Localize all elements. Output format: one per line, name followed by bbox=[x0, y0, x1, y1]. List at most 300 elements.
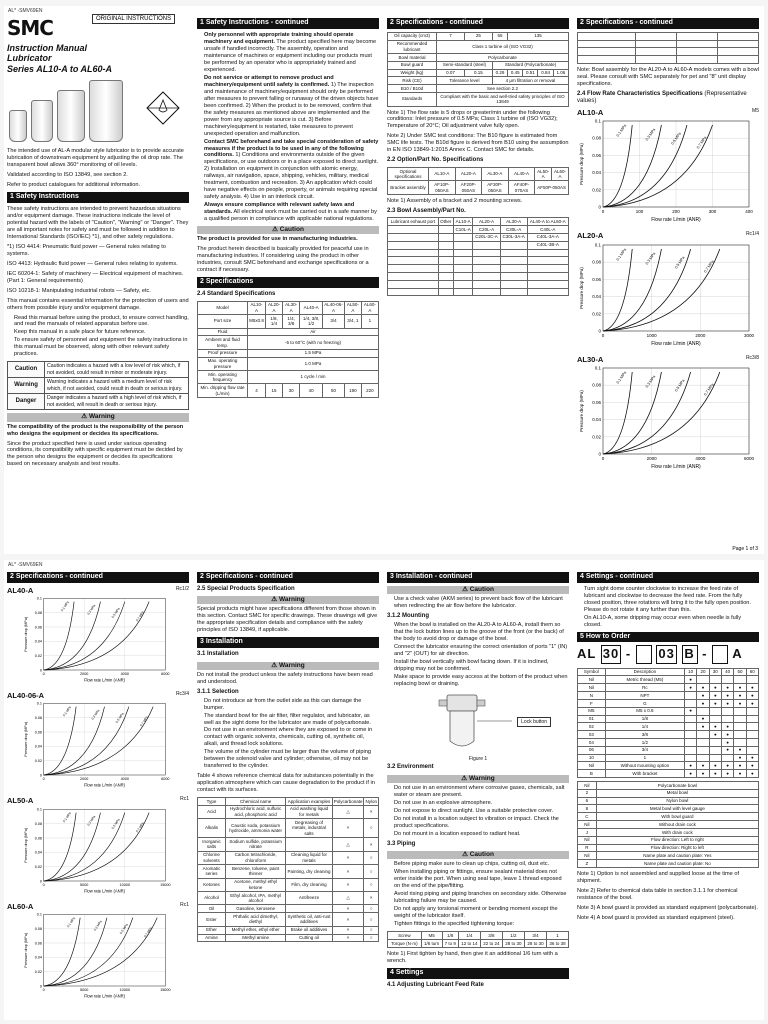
table-row: Nil Without mounting option ● ● ● ● ● ● bbox=[578, 762, 759, 770]
iso-ref-4: ISO 10218-1: Manipulating industrial robots — Safety, etc. bbox=[7, 287, 151, 294]
order-note-1: Note 1) Option is not assembled and supplied loose at the time of shipment. bbox=[577, 870, 740, 884]
smc-logo: SMC bbox=[7, 16, 53, 40]
order-note-3: Note 3) A bowl guard is provided as standard equipment (polycarbonate). bbox=[577, 904, 758, 911]
y-tick-label: 0.02 bbox=[34, 759, 42, 764]
curve-label: 0.1 MPa bbox=[66, 916, 77, 929]
hazard-label: Danger bbox=[8, 394, 45, 409]
option-note: Note 1) Assembly of a bracket and 2 mounting screws. bbox=[387, 197, 523, 204]
curve-label: 0.1 MPa bbox=[615, 124, 628, 138]
y-axis-label: Pressure drop (MPa) bbox=[23, 827, 28, 863]
table-row: M5 M5 x 0.8 ● bbox=[578, 707, 759, 715]
table-row: Inorganic salts Sodium sulfide, potassium nitrate △ × bbox=[198, 838, 379, 851]
standard-spec-table bbox=[197, 301, 379, 398]
table-row: 04 1/2 ● bbox=[578, 738, 759, 746]
section-2-2-title: 2.2 Option/Part No. Specifications bbox=[387, 157, 484, 164]
curve-label: 0.1 MPa bbox=[61, 811, 73, 824]
y-tick-label: 0 bbox=[39, 984, 42, 989]
list-item: • Read this manual before using the product, to ensure correct handling, and read the manuals of related apparatus before use. bbox=[14, 315, 189, 329]
section-4c-title: 4 Settings - continued bbox=[577, 572, 759, 583]
y-tick-label: 0.02 bbox=[34, 654, 42, 659]
x-tick-label: 0 bbox=[601, 456, 605, 462]
table-row bbox=[388, 272, 569, 280]
y-tick-label: 0 bbox=[598, 328, 601, 334]
pressure-curve bbox=[44, 918, 133, 986]
chart-title: AL60-A bbox=[7, 901, 34, 911]
table-row: 8 Metal bowl with level gauge bbox=[578, 805, 759, 813]
chart-al20 bbox=[577, 231, 759, 351]
curve-label: 0.7 MPa bbox=[134, 610, 146, 623]
lubricator-symbol-icon bbox=[145, 90, 181, 126]
table-row: C With bowl guard bbox=[578, 813, 759, 821]
pressure-curve bbox=[603, 125, 661, 207]
safety-intro: These safety instructions are intended to prevent hazardous situations and/or equipment damage. These instructions indicate the level of potential hazard with the labels of "Caution", "Warning" or "Danger". They are all important notes for safety and must be followed in addition to International Standards (ISO/IEC) *1), and other safety regulations. bbox=[7, 205, 189, 240]
iso-ref-2: ISO 4413: Hydraulic fluid power — General rules relating to systems. bbox=[7, 260, 178, 267]
table-row: Standards Compliant with the basic and well-tried safety principles of ISO 13849 bbox=[388, 93, 569, 106]
chart-port: Rc1/4 bbox=[745, 231, 759, 238]
y-tick-label: 0.06 bbox=[34, 625, 42, 630]
chart-port: Rc1/2 bbox=[175, 585, 189, 592]
curve-label: 0.5 MPa bbox=[674, 255, 686, 270]
table-row: Oil capacity (cm3) 7 25 55 135 bbox=[388, 32, 569, 40]
pressure-curve bbox=[44, 707, 76, 775]
x-tick-label: 0 bbox=[42, 672, 45, 677]
pressure-curve bbox=[603, 372, 661, 454]
table-row: 01 1/8 ● bbox=[578, 715, 759, 723]
page-number: Page 1 of 3 bbox=[732, 546, 758, 552]
title-line-3: Series AL10-A to AL60-A bbox=[7, 63, 113, 74]
curve-label: 0.3 MPa bbox=[644, 374, 657, 389]
y-tick-label: 0.08 bbox=[592, 259, 601, 265]
hazard-text: Warning indicates a hazard with a medium level of risk which, if not avoided, could result in death or serious injury. bbox=[47, 379, 183, 392]
pressure-curve bbox=[44, 707, 153, 775]
x-tick-label: 400 bbox=[745, 209, 753, 215]
iso-ref-1: *1) ISO 4414: Pneumatic fluid power — General rules relating to systems. bbox=[7, 243, 166, 257]
list-item: • Do not introduce air from the outlet side as this can damage the bumper. bbox=[204, 698, 379, 712]
x-tick-label: 3000 bbox=[743, 332, 755, 338]
hazard-text: Danger indicates a hazard with a high level of risk which, if not avoided, will result in death or serious injury. bbox=[47, 395, 182, 408]
table-row: N NPT ● ● ● ● ● bbox=[578, 692, 759, 700]
list-item: • Do not install in a location subject to vibration or impact. Check the product specifications. bbox=[394, 816, 569, 830]
curve-label: 0.7 MPa bbox=[143, 926, 154, 939]
list-item: • Contact SMC beforehand and take special consideration of safety measures if the product is to be used in any of the following conditions. 1) Conditions and environments outside of the given specifications, or use outdoors or in a place exposed to direct sunlight. 2) Installation on equipment in conjunction with atomic energy, railways, air navigation, space, shipping, vehicles, military, medical treatment, combustion and recreation. 3) An application which could have negative effects on people, property, or animals requiring special safety analysis. 4) Use in an interlock circuit. bbox=[204, 139, 379, 202]
plot-frame bbox=[44, 915, 166, 987]
table-row: 02 1/4 ● ● ● bbox=[578, 723, 759, 731]
page2-column-2 bbox=[197, 570, 379, 1014]
x-tick-label: 10000 bbox=[119, 988, 130, 993]
table-row: Nil Flow direction: Left to right bbox=[578, 836, 759, 844]
table-row: Bowl material Polycarbonate bbox=[388, 54, 569, 62]
intro-text: The intended use of AL-A modular style lubricator is to provide accurate lubrication of downstream equipment by adjusting the oil drop rate. The transparent bowl allows 360° monitoring of oil levels. bbox=[7, 148, 184, 168]
table-row bbox=[578, 56, 759, 64]
environment-list bbox=[387, 785, 569, 838]
chart-port: Rc1 bbox=[180, 901, 189, 908]
figure-1 bbox=[387, 691, 569, 761]
section-3-1-1-title: 3.1.1 Selection bbox=[197, 688, 239, 695]
table-row: Max. operating pressure 1.0 MPa bbox=[198, 357, 379, 370]
chart-title: AL50-A bbox=[7, 796, 34, 806]
y-tick-label: 0.04 bbox=[34, 850, 42, 855]
y-tick-label: 0.02 bbox=[34, 864, 42, 869]
page1-column-4 bbox=[577, 16, 759, 548]
x-axis-label: Flow rate L/min (ANR) bbox=[83, 888, 126, 894]
hazard-danger bbox=[7, 394, 189, 410]
list-item: • Install the bowl vertically with bowl facing down. If it is inclined, dripping may not be confirmed. bbox=[394, 659, 569, 673]
curve-label: 0.7 MPa bbox=[703, 382, 715, 397]
x-tick-label: 15000 bbox=[160, 882, 171, 887]
list-item: • Do not use in an explosive atmosphere. bbox=[394, 800, 569, 807]
x-tick-label: 5000 bbox=[80, 882, 89, 887]
table-row: C20L-3C-A C30L-3A-A C40L-3A-A bbox=[388, 233, 569, 241]
chart-title: AL10-A bbox=[577, 107, 604, 117]
y-axis-label: Pressure drop (MPa) bbox=[23, 616, 28, 652]
x-axis-label: Flow rate L/min (ANR) bbox=[83, 783, 126, 789]
install-warning: Do not install the product unless the safety instructions have been read and understood. bbox=[197, 671, 373, 685]
table-header: Lubricant exhaust port Other AL10-A AL20-A AL30-A AL40-A to AL60-A bbox=[388, 218, 569, 226]
table-row: Nil Metric thread (M5) ● bbox=[578, 676, 759, 684]
table-row: Ambient and fluid temp. -5 to 60°C (with no freezing) bbox=[198, 336, 379, 349]
section-5-title: 5 How to Order bbox=[577, 632, 759, 643]
table-row: 10 1 ● ● bbox=[578, 754, 759, 762]
section-3-1-title: 3.1 Installation bbox=[197, 651, 239, 658]
table-row: Port size M5x0.8 1/8, 1/4 1/4, 3/8 1/4, 3/8, 1/2 3/4 3/4, 1 1 bbox=[198, 315, 379, 328]
list-item: • On AL10-A, some dripping may occur even when needle is fully closed. bbox=[584, 615, 759, 629]
curve-label: 0.5 MPa bbox=[110, 607, 121, 620]
order-code-mount: B bbox=[682, 645, 698, 663]
y-tick-label: 0 bbox=[598, 204, 601, 210]
chart-port: Rc3/4 bbox=[175, 691, 189, 698]
table-header: Symbol Description 10 20 30 40 50 60 bbox=[578, 668, 759, 676]
hazard-text: Caution indicates a hazard with a low level of risk which, if not avoided, could result in minor or moderate injury. bbox=[47, 363, 181, 376]
section-2-title: 2 Specifications bbox=[197, 277, 379, 288]
table-row: Aromatic series Benzene, toluene, paint thinner Painting, dry cleaning × ○ bbox=[198, 865, 379, 878]
x-tick-label: 10000 bbox=[119, 882, 130, 887]
y-tick-label: 0 bbox=[39, 773, 42, 778]
curve-label: 0.1 MPa bbox=[615, 247, 628, 262]
chart-title: AL20-A bbox=[577, 231, 604, 241]
table-row: Acid Hydrochloric acid, sulfuric acid, phosphoric acid Acid washing liquid for metals △ × bbox=[198, 805, 379, 818]
product-illustration bbox=[7, 78, 189, 142]
table-row: C40L-3B-A bbox=[388, 241, 569, 249]
y-tick-label: 0.08 bbox=[34, 927, 42, 932]
x-tick-label: 2000 bbox=[646, 456, 657, 462]
chart-al10 bbox=[577, 108, 759, 228]
list-item: • Always ensure compliance with relevant safety laws and standards. All electrical work must be carried out in a safe manner by a qualified person in compliance with applicable national regulations. bbox=[204, 202, 379, 223]
pressure-curve bbox=[603, 249, 720, 331]
list-item: • The volume of the cylinder must be larger than the volume of piping between the solenoid valve and cylinder; otherwise, oil may not be transferred to the cylinder. bbox=[204, 749, 379, 770]
x-tick-label: 2000 bbox=[80, 672, 89, 677]
x-tick-label: 4000 bbox=[695, 456, 706, 462]
page1-column-3 bbox=[387, 16, 569, 548]
list-item: • The standard bowl for the air filter, filter regulator, and lubricator, as well as the sight dome for the lubricator are made of polycarbonate. Do not use in an environment where they are exposed to or come in contact with organic solvents, chemicals, cutting oil, synthetic oil, alkali, and thread lock solutions. bbox=[204, 713, 379, 748]
original-instructions-label: ORIGINAL INSTRUCTIONS bbox=[92, 14, 175, 24]
x-axis-label: Flow rate L/min (ANR) bbox=[651, 217, 701, 224]
pressure-curve bbox=[44, 813, 76, 881]
x-tick-label: 15000 bbox=[160, 988, 171, 993]
list-item: • Do not expose to direct sunlight. Use a suitable protective cover. bbox=[394, 808, 569, 815]
y-tick-label: 0.06 bbox=[592, 399, 601, 405]
caution-text: The product herein described is basically provided for peaceful use in manufacturing industries. If considering using the product in other industries, consult SMC beforehand and exchange specifications or a contract if necessary. bbox=[197, 246, 369, 274]
y-tick-label: 0.1 bbox=[36, 702, 42, 707]
table-row bbox=[388, 257, 569, 265]
chart-al50 bbox=[7, 796, 189, 898]
pressure-curve bbox=[603, 125, 713, 207]
curve-label: 0.3 MPa bbox=[92, 919, 103, 932]
order-code-thread bbox=[636, 645, 652, 663]
table-row: Min. dripping flow rate (L/min) 4 15 30 40 50 190 220 bbox=[198, 384, 379, 397]
table-row: Risk (CE) Tolerance level 4 μm filtration or removal bbox=[388, 77, 569, 85]
y-tick-label: 0.04 bbox=[34, 639, 42, 644]
curve-label: 0.1 MPa bbox=[615, 370, 628, 385]
y-tick-label: 0.1 bbox=[36, 596, 42, 601]
y-axis-label: Pressure drop (MPa) bbox=[23, 932, 28, 968]
chart-port: Rc1 bbox=[180, 796, 189, 803]
table-row: B10 / B10d See section 2.2 bbox=[388, 85, 569, 93]
table-row: Fluid Air bbox=[198, 328, 379, 336]
option-order-table bbox=[577, 781, 759, 868]
y-tick-label: 0.08 bbox=[34, 611, 42, 616]
compat-head: The compatibility of the product is the responsibility of the person who designs the equipment or decides its specifications. bbox=[7, 423, 184, 437]
chart-al60 bbox=[7, 902, 189, 1004]
torque-note: Note 1) First tighten by hand, then give it an additional 1/6 turn with a wrench. bbox=[387, 950, 558, 964]
caution-head: The product is provided for use in manufacturing industries. bbox=[197, 236, 358, 243]
table-row: Nil Rc ● ● ● ● ● ● bbox=[578, 684, 759, 692]
spec-note-2: Note 2) Under SMC test conditions: The B10 figure is estimated from SMC life tests. The B10d figure is derived from B10 using the assumption in EN ISO 13849-1:2015 Annex C. Contact SMC for details. bbox=[387, 133, 569, 154]
list-item: • Before piping make sure to clean up chips, cutting oil, dust etc. bbox=[394, 861, 569, 868]
table-row bbox=[578, 32, 759, 40]
x-tick-label: 0 bbox=[42, 988, 45, 993]
safety-continued-list bbox=[197, 32, 379, 224]
warning-banner: ⚠ Warning bbox=[387, 775, 569, 783]
torque-table bbox=[387, 931, 569, 948]
figure-caption: Figure 1 bbox=[468, 756, 488, 763]
table-row: Recommended lubricant Class 1 turbine oil (ISO VG32) bbox=[388, 40, 569, 53]
chart-al40 bbox=[7, 586, 189, 688]
list-item: • Use a check valve (AKM series) to prevent back flow of the lubricant when redirecting the air flow before the lubricator. bbox=[394, 596, 569, 610]
curve-label: 0.1 MPa bbox=[59, 600, 70, 613]
caution-banner: ⚠ Caution bbox=[387, 586, 569, 594]
list-item: • To ensure safety of personnel and equipment the safety instructions in this manual must be observed, along with other relevant safety practices. bbox=[14, 337, 189, 358]
section-2-4c-title: 2.4 Flow Rate Characteristics Specifications (Representative values) bbox=[577, 90, 747, 105]
page2-column-3 bbox=[387, 570, 569, 1014]
order-note-2: Note 2) Refer to chemical data table in section 3.1.1 for chemical resistance of the bowl. bbox=[577, 887, 738, 901]
pressure-curve bbox=[44, 602, 149, 670]
y-axis-label: Pressure drop (MPa) bbox=[579, 143, 584, 186]
pressure-curve bbox=[44, 813, 149, 881]
curve-label: 0.1 MPa bbox=[61, 705, 73, 718]
section-3-1-2-title: 3.1.2 Mounting bbox=[387, 612, 429, 619]
caution-banner: ⚠ Caution bbox=[387, 851, 569, 859]
list-item: • Tighten fittings to the specified tightening torque: bbox=[394, 921, 569, 928]
y-tick-label: 0.06 bbox=[34, 730, 42, 735]
curve-label: 0.3 MPa bbox=[86, 814, 97, 827]
x-tick-label: 2000 bbox=[695, 332, 706, 338]
table-row: Nil Without drain cock bbox=[578, 821, 759, 829]
section-3c-title: 3 Installation - continued bbox=[387, 572, 569, 583]
table-row: Z Name plate and caution plate: No bbox=[578, 860, 759, 868]
section-3-2-title: 3.2 Environment bbox=[387, 764, 434, 771]
table-row bbox=[388, 288, 569, 296]
y-tick-label: 0.06 bbox=[34, 941, 42, 946]
curve-label: 0.7 MPa bbox=[703, 259, 715, 274]
y-tick-label: 0.06 bbox=[34, 836, 42, 841]
curve-label: 0.5 MPa bbox=[670, 132, 682, 146]
page-1 bbox=[4, 6, 764, 554]
list-item: • Do not mount in a location exposed to radiant heat. bbox=[394, 831, 569, 838]
spec-note-1: Note 1) The flow rate is 5 drops or greater/min under the following conditions: Inlet pressure of 0.5 MPa; Class 1 turbine oil (ISO VG32); Temperature of 20°C; Oil adjustment valve fully open. bbox=[387, 109, 558, 130]
order-code-size: 30 bbox=[601, 645, 621, 663]
x-tick-label: 300 bbox=[708, 209, 717, 215]
x-axis-label: Flow rate L/min (ANR) bbox=[83, 993, 126, 999]
table-row bbox=[578, 40, 759, 48]
y-tick-label: 0.1 bbox=[594, 118, 601, 124]
table-row: 06 3/4 ● ● bbox=[578, 746, 759, 754]
chart-al30 bbox=[577, 355, 759, 475]
chart-port: Rc3/8 bbox=[745, 354, 759, 361]
curve-label: 0.3 MPa bbox=[90, 709, 101, 722]
safety-bullets bbox=[7, 315, 189, 359]
hazard-warning bbox=[7, 378, 189, 394]
y-tick-label: 0.04 bbox=[34, 955, 42, 960]
table-row: R Flow direction: Right to left bbox=[578, 844, 759, 852]
list-item: • Do not use in an environment where corrosive gases, chemicals, salt water or steam are present. bbox=[394, 785, 569, 799]
doc-reference: AL* -SMV69EN bbox=[8, 8, 43, 14]
curve-label: 0.7 MPa bbox=[139, 715, 150, 728]
flow-chart-al10 bbox=[577, 117, 757, 225]
x-tick-label: 4000 bbox=[120, 777, 129, 782]
caution-banner: ⚠ Caution bbox=[197, 226, 379, 234]
order-table bbox=[577, 668, 759, 778]
title-line-1: Instruction Manual bbox=[7, 43, 88, 53]
page2-column-1 bbox=[7, 570, 189, 1014]
chart-al40-06 bbox=[7, 691, 189, 793]
curve-label: 0.5 MPa bbox=[674, 378, 686, 393]
x-tick-label: 5000 bbox=[80, 988, 89, 993]
settings-list bbox=[577, 586, 759, 629]
curve-label: 0.3 MPa bbox=[86, 603, 97, 616]
table-row: Weight (kg) 0.07 0.15 0.29 0.45 0.51 0.84 1.06 bbox=[388, 69, 569, 77]
pressure-curve bbox=[44, 602, 74, 670]
mounting-list bbox=[387, 622, 569, 688]
table-row: Chlorine solvents Carbon tetrachloride, chloroform Cleaning liquid for metals × ○ bbox=[198, 851, 379, 864]
list-item: • Make space to provide easy access at the bottom of the product when replacing bowl or draining. bbox=[394, 674, 569, 688]
x-axis-label: Flow rate L/min (ANR) bbox=[83, 677, 126, 683]
bowl-note: Note: Bowl assembly for the AL20-A to AL60-A models comes with a bowl seal. Please consult with SMC separately for pet and "8" unit display specifications. bbox=[577, 67, 759, 87]
order-code-port: 03 bbox=[656, 645, 676, 663]
section-1-title: 1 Safety Instructions bbox=[7, 192, 189, 203]
curve-label: 0.7 MPa bbox=[134, 821, 146, 834]
table-row: Alkalis Caustic soda, potassium hydroxide, ammonia water Degreasing of metals, industrial salts × ○ bbox=[198, 819, 379, 838]
order-note-4: Note 4) A bowl guard is provided as standard equipment (steel). bbox=[577, 914, 735, 921]
y-tick-label: 0.1 bbox=[36, 807, 42, 812]
x-axis-label: Flow rate L/min (ANR) bbox=[651, 340, 701, 347]
title-line-2: Lubricator bbox=[7, 53, 52, 64]
y-tick-label: 0.02 bbox=[592, 434, 601, 440]
x-tick-label: 100 bbox=[635, 209, 644, 215]
install-caution-list bbox=[387, 596, 569, 610]
table-header: Screw M5 1/8 1/4 3/8 1/2 3/4 1 bbox=[388, 932, 569, 940]
curve-label: 0.3 MPa bbox=[644, 251, 657, 266]
section-2-4-title: 2.4 Standard Specifications bbox=[197, 291, 276, 298]
page2-column-4 bbox=[577, 570, 759, 1014]
table-row bbox=[388, 249, 569, 257]
order-code: AL 30 - 03 B - A bbox=[577, 645, 759, 663]
chart-title: AL40-A bbox=[7, 585, 34, 595]
list-item: • Only personnel with appropriate training should operate machinery and equipment. The product specified here may become unsafe if handled incorrectly. The assembly, operation and maintenance of machines or equipment including our products must be performed by an operator who is appropriately trained and experienced. bbox=[204, 32, 379, 74]
y-tick-label: 0.02 bbox=[592, 310, 601, 316]
table-header: Type Chemical name Application examples Polycarbonate Nylon bbox=[198, 797, 379, 805]
doc-reference: AL* -SMV69EN bbox=[8, 562, 43, 568]
table-row: B With bracket ● ● ● ● ● ● bbox=[578, 770, 759, 778]
table-row: Ester Phthalic acid dimethyl, diethyl Synthetic oil, anti-rust additives × ○ bbox=[198, 913, 379, 926]
list-item: • When installing piping or fittings, ensure sealant material does not enter inside the port. When using seal tape, leave 1 thread exposed on the end of the pipe/fitting. bbox=[394, 869, 569, 890]
y-tick-label: 0.08 bbox=[592, 136, 601, 142]
flow-chart-al20 bbox=[577, 241, 757, 349]
table-row bbox=[578, 48, 759, 56]
spec-continued-table bbox=[387, 32, 569, 107]
list-item: • Do not service or attempt to remove product and machinery/equipment until safety is confirmed. 1) The inspection and maintenance of machinery/equipment should only be performed after measures to prevent falling or runaway of the driven objects have been confirmed. 2) When the product is to be removed, confirm that the safety measures as mentioned above are implemented and the power from any appropriate source is cut. 3) Before machinery/equipment is restarted, take measures to prevent unexpected operation and malfunction. bbox=[204, 75, 379, 138]
iso-ref-3: IEC 60204-1: Safety of machinery — Electrical equipment of machines. (Part 1: General requirements) bbox=[7, 270, 184, 284]
y-tick-label: 0.04 bbox=[34, 745, 42, 750]
y-tick-label: 0.06 bbox=[592, 276, 601, 282]
list-item: • Turn sight dome counter clockwise to increase the feed rate of lubricant and clockwise to decrease the feed rate. From the fully closed position, three rotations will bring it to the fully open position. Please do not rotate it any further than this. bbox=[584, 586, 759, 614]
chart-title: AL30-A bbox=[577, 354, 604, 364]
x-axis-label: Flow rate L/min (ANR) bbox=[651, 464, 701, 471]
y-tick-label: 0 bbox=[598, 451, 601, 457]
table-row: Ketones Acetone, methyl ethyl ketone Film, dry cleaning × ○ bbox=[198, 878, 379, 891]
table-header: Optional specifications AL10-A AL20-A AL30-A AL40-A AL50-A AL60-A bbox=[388, 167, 569, 180]
y-tick-label: 0.02 bbox=[34, 970, 42, 975]
table-row: F G ● ● ● ● ● bbox=[578, 699, 759, 707]
bowl-table bbox=[387, 217, 569, 296]
y-tick-label: 0.06 bbox=[592, 153, 601, 159]
y-tick-label: 0 bbox=[39, 668, 42, 673]
curve-label: 0.3 MPa bbox=[644, 128, 657, 142]
special-products-text: Special products might have specifications different from those shown in this section. Contact SMC for specific drawings. These drawings will give the appropriate specification details and compliance with the safety principles of ISO 13849, if applicable. bbox=[197, 606, 378, 634]
flow-chart-al40 bbox=[7, 595, 187, 685]
y-tick-label: 0.1 bbox=[594, 365, 601, 371]
pressure-curve bbox=[44, 918, 81, 986]
lock-button-label: Lock button bbox=[517, 717, 551, 727]
table-row: C10L-A C20L-A C30L-A C40L-A bbox=[388, 226, 569, 234]
manual-title bbox=[7, 43, 189, 74]
curve-label: 0.5 MPa bbox=[118, 923, 129, 936]
x-tick-label: 0 bbox=[42, 882, 45, 887]
x-tick-label: 0 bbox=[601, 209, 605, 215]
table-row: Bowl guard Semi-standard (steel) Standard (Polycarbonate) bbox=[388, 61, 569, 69]
flow-chart-al60 bbox=[7, 911, 187, 1001]
table-row: J With drain cock bbox=[578, 828, 759, 836]
flow-chart-al50 bbox=[7, 806, 187, 896]
y-tick-label: 0.04 bbox=[592, 293, 601, 299]
warning-banner: ⚠ Warning bbox=[197, 662, 379, 670]
table-row: Min. operating frequency 1 cycle / min bbox=[198, 371, 379, 384]
y-axis-label: Pressure drop (MPa) bbox=[579, 266, 584, 309]
section-2c-title-p2b: 2 Specifications - continued bbox=[197, 572, 379, 583]
list-item: • When the bowl is installed on the AL20-A to AL60-A, install them so that the lock button lines up to the groove of the front (or the back) of the body to avoid drop or damage of the bowl. bbox=[394, 622, 569, 643]
hazard-label: Caution bbox=[8, 362, 45, 377]
selection-list bbox=[197, 698, 379, 770]
chart-title: AL40-06-A bbox=[7, 691, 45, 701]
list-item: • Do not apply any torsional moment or bending moment except the weight of the lubricator itself. bbox=[394, 906, 569, 920]
y-tick-label: 0.02 bbox=[592, 187, 601, 193]
chart-port: M5 bbox=[752, 107, 759, 114]
x-tick-label: 6000 bbox=[161, 777, 170, 782]
list-item: • Connect the lubricator ensuring the correct orientation of ports "1" (IN) and "2" (OUT) for air direction. bbox=[394, 644, 569, 658]
section-1c-title: 1 Safety Instructions - continued bbox=[197, 18, 379, 29]
y-tick-label: 0.04 bbox=[592, 170, 601, 176]
table-row bbox=[388, 265, 569, 273]
table-row: Amine Methyl amine Cutting oil × ○ bbox=[198, 934, 379, 942]
